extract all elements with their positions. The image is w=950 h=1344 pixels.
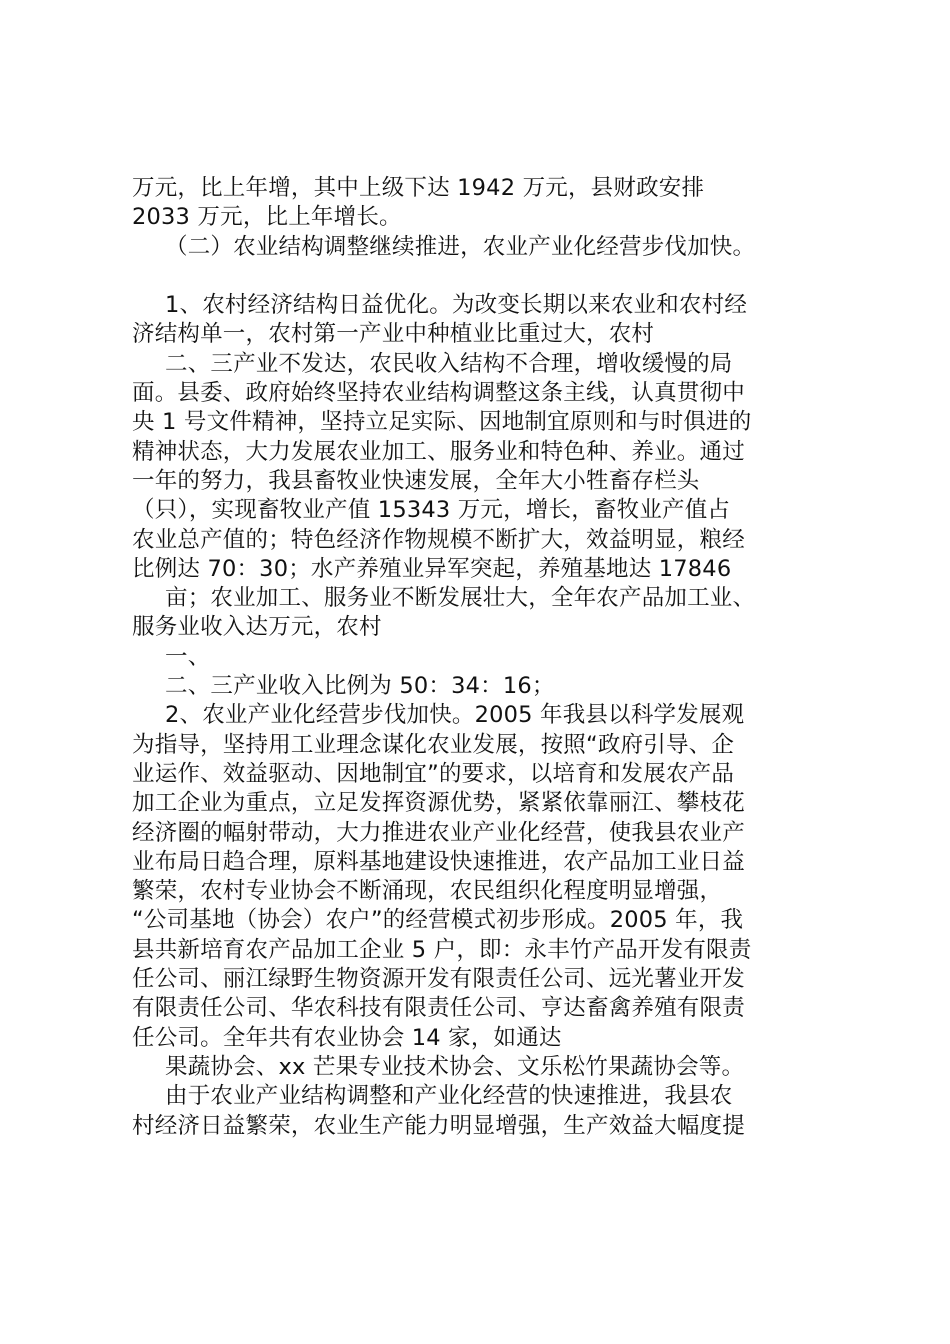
text-line: 繁荣，农村专业协会不断涌现，农民组织化程度明显增强，	[132, 878, 723, 905]
text-line: 济结构单一，农村第一产业中种植业比重过大，农村	[132, 321, 655, 348]
text-line: “公司基地（协会）农户”的经营模式初步形成。2005 年，我	[132, 907, 744, 934]
text-line: 村经济日益繁荣，农业生产能力明显增强，生产效益大幅度提	[132, 1112, 745, 1139]
text-line: 果蔬协会、xx 芒果专业技术协会、文乐松竹果蔬协会等。	[165, 1053, 745, 1080]
text-line: 精神状态，大力发展农业加工、服务业和特色种、养业。通过	[132, 438, 745, 465]
text-line: 加工企业为重点，立足发挥资源优势，紧紧依靠丽江、攀枝花	[132, 790, 745, 817]
text-line: 农业总产值的；特色经济作物规模不断扩大，效益明显，粮经	[132, 526, 745, 553]
text-line: 一、	[165, 643, 211, 670]
text-line: 经济圈的幅射带动，大力推进农业产业化经营，使我县农业产	[132, 819, 745, 846]
text-line: 比例达 70：30；水产养殖业异军突起，养殖基地达 17846	[132, 555, 732, 582]
text-line: 面。县委、政府始终坚持农业结构调整这条主线，认真贯彻中	[132, 380, 745, 407]
text-line: 一年的努力，我县畜牧业快速发展，全年大小牲畜存栏头	[132, 467, 700, 494]
text-line: 服务业收入达万元，农村	[132, 614, 382, 641]
text-line: 1、农村经济结构日益优化。为改变长期以来农业和农村经	[165, 292, 748, 319]
text-line: 县共新培育农产品加工企业 5 户，即：永丰竹产品开发有限责	[132, 936, 752, 963]
text-line: 任公司。全年共有农业协会 14 家，如通达	[132, 1024, 562, 1051]
text-line: 为指导，坚持用工业理念谋化农业发展，按照“政府引导、企	[132, 731, 735, 758]
document-body	[132, 174, 832, 1141]
text-line: 2033 万元，比上年增长。	[132, 204, 402, 231]
text-line: 业布局日趋合理，原料基地建设快速推进，农产品加工业日益	[132, 848, 745, 875]
blank-line	[132, 262, 832, 291]
text-line: 业运作、效益驱动、因地制宜”的要求，以培育和发展农产品	[132, 760, 735, 787]
text-line: 亩；农业加工、服务业不断发展壮大，全年农产品加工业、	[165, 585, 756, 612]
text-line: （只），实现畜牧业产值 15343 万元，增长，畜牧业产值占	[132, 497, 731, 524]
text-line: 由于农业产业结构调整和产业化经营的快速推进，我县农	[165, 1083, 733, 1110]
text-line: 有限责任公司、华农科技有限责任公司、亨达畜禽养殖有限责	[132, 995, 745, 1022]
text-line: 央 1 号文件精神，坚持立足实际、因地制宜原则和与时俱进的	[132, 409, 752, 436]
section-heading: （二）农业结构调整继续推进，农业产业化经营步伐加快。	[165, 233, 756, 260]
text-line: 2、农业产业化经营步伐加快。2005 年我县以科学发展观	[165, 702, 745, 729]
text-line: 万元，比上年增，其中上级下达 1942 万元，县财政安排	[132, 175, 705, 201]
text-line: 二、三产业收入比例为 50：34：16；	[165, 673, 555, 700]
text-line: 二、三产业不发达，农民收入结构不合理，增收缓慢的局	[165, 350, 733, 377]
text-line: 任公司、丽江绿野生物资源开发有限责任公司、远光薯业开发	[132, 966, 745, 993]
